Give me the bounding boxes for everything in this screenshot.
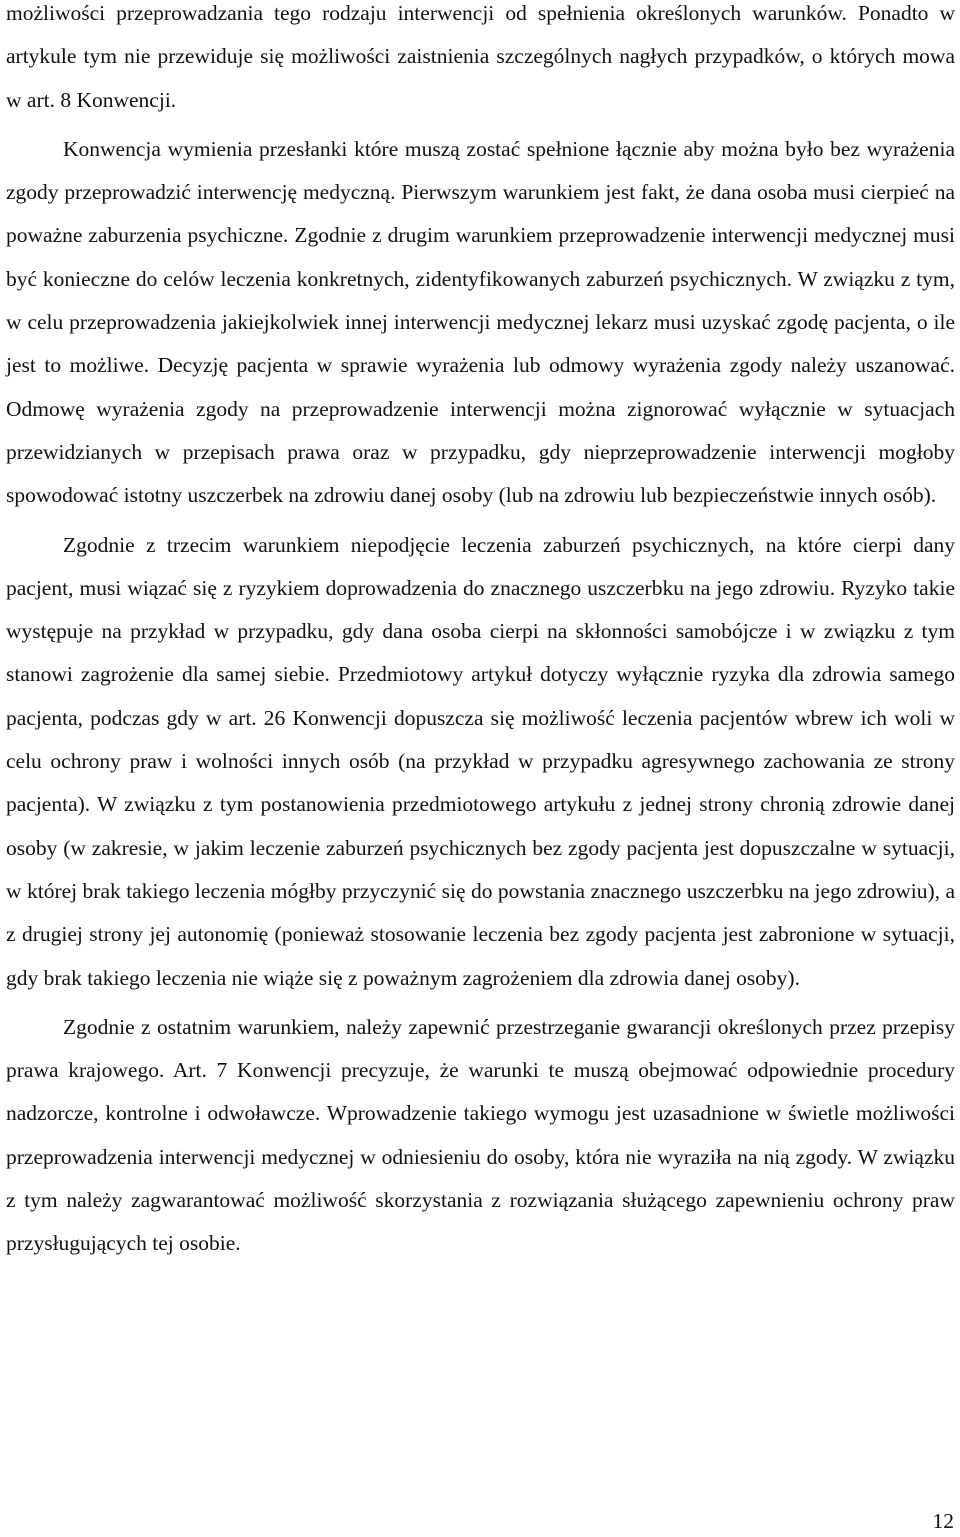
paragraph-2: Konwencja wymienia przesłanki które muszą zostać spełnione łącznie aby można było bez wyrażenia zgody przeprowadzić interwencję medyczną. Pierwszym warunkiem jest fakt, że dana osoba musi cierpieć na poważne zaburzenia psychiczne. Zgodnie z drugim warunkiem przeprowadzenie interwencji medycznej musi być konieczne do celów leczenia konkretnych, zidentyfikowanych zaburzeń psychicznych. W związku z tym, w celu przeprowadzenia jakiejkolwiek innej interwencji medycznej lekarz musi uzyskać zgodę pacjenta, o ile jest to możliwe. Decyzję pacjenta w sprawie wyrażenia lub odmowy wyrażenia zgody należy uszanować. Odmowę wyrażenia zgody na przeprowadzenie interwencji można zignorować wyłącznie w sytuacjach przewidzianych w przepisach prawa oraz w przypadku, gdy nieprzeprowadzenie interwencji mogłoby spowodować istotny uszczerbek na zdrowiu danej osoby (lub na zdrowiu lub bezpieczeństwie innych osób). <box>6 136 955 508</box>
document-page <box>6 0 955 1266</box>
paragraph-1: możliwości przeprowadzania tego rodzaju interwencji od spełnienia określonych warunków. Ponadto w artykule tym nie przewiduje się możliwości zaistnienia szczególnych nagłych przypadków, o których mowa w art. 8 Konwencji. <box>6 1 955 112</box>
paragraph-4: Zgodnie z ostatnim warunkiem, należy zapewnić przestrzeganie gwarancji określonych przez przepisy prawa krajowego. Art. 7 Konwencji precyzuje, że warunki te muszą obejmować odpowiednie procedury nadzorcze, kontrolne i odwoławcze. Wprowadzenie takiego wymogu jest uzasadnione w świetle możliwości przeprowadzenia interwencji medycznej w odniesieniu do osoby, która nie wyraziła na nią zgody. W związku z tym należy zagwarantować możliwość skorzystania z rozwiązania służącego zapewnieniu ochrony praw przysługujących tej osobie. <box>6 1014 955 1256</box>
page-number: 12 <box>932 1509 954 1533</box>
paragraph-3: Zgodnie z trzecim warunkiem niepodjęcie leczenia zaburzeń psychicznych, na które cierpi dany pacjent, musi wiązać się z ryzykiem doprowadzenia do znacznego uszczerbku na jego zdrowiu. Ryzyko takie występuje na przykład w przypadku, gdy dana osoba cierpi na skłonności samobójcze i w związku z tym stanowi zagrożenie dla samej siebie. Przedmiotowy artykuł dotyczy wyłącznie ryzyka dla zdrowia samego pacjenta, podczas gdy w art. 26 Konwencji dopuszcza się możliwość leczenia pacjentów wbrew ich woli w celu ochrony praw i wolności innych osób (na przykład w przypadku agresywnego zachowania ze strony pacjenta). W związku z tym postanowienia przedmiotowego artykułu z jednej strony chronią zdrowie danej osoby (w zakresie, w jakim leczenie zaburzeń psychicznych bez zgody pacjenta jest dopuszczalne w sytuacji, w której brak takiego leczenia mógłby przyczynić się do powstania znacznego uszczerbku na jego zdrowiu), a z drugiej strony jej autonomię (ponieważ stosowanie leczenia bez zgody pacjenta jest zabronione w sytuacji, gdy brak takiego leczenia nie wiąże się z poważnym zagrożeniem dla zdrowia danej osoby). <box>6 532 955 990</box>
